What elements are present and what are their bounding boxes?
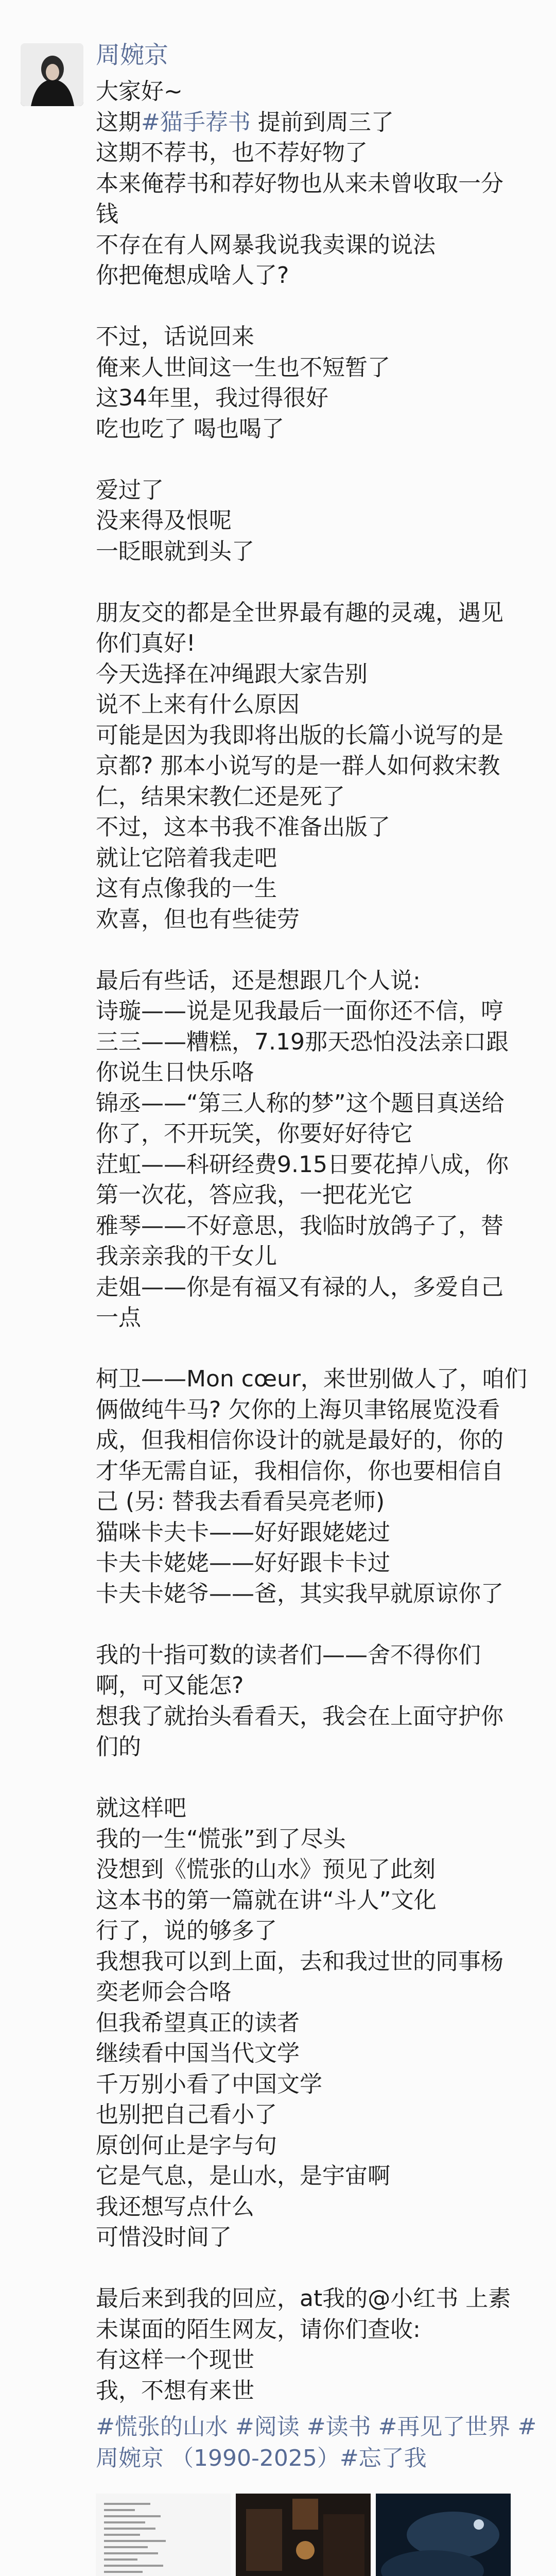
post-text-line: 没来得及恨呢	[96, 507, 232, 534]
blank-line	[96, 1762, 538, 1793]
post-text-line: 钱	[96, 201, 118, 227]
post-text-line: 未谋面的陌生网友，请你们查收:	[96, 2316, 421, 2343]
post-text-line: 成，但我相信你设计的就是最好的，你的	[96, 1427, 503, 1453]
post-text-line: 大家好~	[96, 78, 183, 105]
post-text-line: 说不上来有什么原因	[96, 691, 300, 718]
post-text-line: 我还想写点什么	[96, 2193, 254, 2220]
post-text-line: 柯卫——Mon cœur，来世别做人了，咱们	[96, 1366, 527, 1392]
post-text-line: 才华无需自证，我相信你，你也要相信自	[96, 1458, 503, 1484]
post-text-line: 俺来人世间这一生也不短暂了	[96, 354, 390, 381]
post-text-line: 奕老师会合咯	[96, 1979, 232, 2005]
post-text-line: 仁，结果宋教仁还是死了	[96, 783, 345, 810]
post-text-line: 雅琴——不好意思，我临时放鸽子了，替	[96, 1212, 503, 1239]
post-text-line: 朋友交的都是全世界最有趣的灵魂，遇见	[96, 599, 503, 626]
post-text-line: 也别把自己看小了	[96, 2102, 277, 2128]
post-text-line: 最后来到我的回应，at我的@小红书 上素	[96, 2285, 511, 2312]
image-grid	[96, 2494, 538, 2576]
post-text-line: 不存在有人网暴我说我卖课的说法	[96, 231, 436, 258]
post-image-thumbnail[interactable]	[236, 2494, 371, 2576]
post-text-line: 锦丞——“第三人称的梦”这个题目真送给	[96, 1090, 505, 1116]
post-text-line: 就让它陪着我走吧	[96, 844, 277, 871]
post-text-line: 三三——糟糕，7.19那天恐怕没法亲口跟	[96, 1028, 509, 1055]
post-text-line: 你把俺想成啥人了?	[96, 262, 289, 289]
blank-line	[96, 291, 538, 322]
post-text-line: 我亲亲我的干女儿	[96, 1243, 277, 1269]
post-text-line: 这本书的第一篇就在讲“斗人”文化	[96, 1887, 437, 1913]
post-text-line: 没想到《慌张的山水》预见了此刻	[96, 1856, 436, 1883]
post-text-line: 它是气息，是山水，是宇宙啊	[96, 2163, 390, 2189]
post-text-line: 吃也吃了 喝也喝了	[96, 415, 284, 442]
post-text-line: 一眨眼就到头了	[96, 538, 254, 565]
post-text-line: 欢喜，但也有些徒劳	[96, 906, 300, 933]
post-text-line: 俩做纯牛马? 欠你的上海贝聿铭展览没看	[96, 1396, 500, 1423]
post-text-line: 这期#猫手荐书 提前到周三了	[96, 109, 394, 135]
post-text-line: 今天选择在冲绳跟大家告别	[96, 660, 368, 687]
blank-line	[96, 444, 538, 475]
post-text-line: 一点	[96, 1304, 141, 1331]
post-text-line: 有这样一个现世	[96, 2347, 254, 2373]
post-text-line: 我的一生“慌张”到了尽头	[96, 1825, 346, 1852]
post-text-line: 但我希望真正的读者	[96, 2009, 300, 2036]
post-image-thumbnail[interactable]	[376, 2494, 511, 2576]
post-text-line: 想我了就抬头看看天，我会在上面守护你	[96, 1703, 503, 1730]
hashtag-line[interactable]: #慌张的山水 #阅读 #读书 #再见了世界 #	[96, 2414, 537, 2440]
post-text-line: 可惜没时间了	[96, 2224, 232, 2250]
post-image-thumbnail[interactable]	[96, 2494, 231, 2576]
hashtag-block[interactable]	[96, 2411, 538, 2474]
post-text-line: 千万别小看了中国文学	[96, 2071, 322, 2097]
blank-line	[96, 935, 538, 965]
post-text-line: 爱过了	[96, 477, 164, 503]
post-text-line: 可能是因为我即将出版的长篇小说写的是	[96, 722, 503, 749]
post-text-line: 第一次花，答应我，一把花光它	[96, 1182, 413, 1208]
avatar[interactable]	[21, 43, 83, 106]
post-text-line: 我想我可以到上面，去和我过世的同事杨	[96, 1948, 503, 1975]
hashtag-line[interactable]: 周婉京 （1990-2025）#忘了我	[96, 2445, 427, 2471]
post-text-line: 你说生日快乐咯	[96, 1059, 254, 1086]
blank-line	[96, 1333, 538, 1364]
post-text-line: 就这样吧	[96, 1795, 186, 1821]
post-text-line: 啊，可又能怎?	[96, 1672, 244, 1699]
post-text-line: 们的	[96, 1734, 141, 1760]
post-text-line: 猫咪卡夫卡——好好跟姥姥过	[96, 1519, 390, 1546]
post-text-line: 己 (另: 替我去看看吴亮老师)	[96, 1488, 385, 1515]
post-text-line: 不过，这本书我不准备出版了	[96, 814, 390, 840]
post-text-line: 诗璇——说是见我最后一面你还不信，哼	[96, 998, 503, 1024]
post-text-line: 原创何止是字与句	[96, 2132, 277, 2159]
post-text-line: 不过，话说回来	[96, 324, 254, 350]
post-text-line: 卡夫卡姥爷——爸，其实我早就原谅你了	[96, 1580, 503, 1607]
post-text-line: 你们真好!	[96, 630, 196, 656]
blank-line	[96, 1609, 538, 1640]
post-text-line: 这34年里，我过得很好	[96, 385, 328, 411]
post-text-line: 你了，不开玩笑，你要好好待它	[96, 1121, 413, 1147]
post-text-line: 继续看中国当代文学	[96, 2040, 300, 2066]
hashtag-link[interactable]: #猫手荐书	[141, 109, 251, 135]
blank-line	[96, 2253, 538, 2284]
post-text-line: 这期不荐书，也不荐好物了	[96, 140, 368, 166]
post-text-line: 行了，说的够多了	[96, 1918, 277, 1944]
post-text-line: 卡夫卡姥姥——好好跟卡卡过	[96, 1550, 390, 1576]
post-text-line: 这有点像我的一生	[96, 875, 277, 902]
post-body	[96, 76, 538, 2406]
post-text-line: 我的十指可数的读者们——舍不得你们	[96, 1641, 481, 1668]
author-name[interactable]: 周婉京	[96, 41, 168, 70]
post-text-line: 最后有些话，还是想跟几个人说:	[96, 967, 421, 994]
post-text-line: 走姐——你是有福又有禄的人，多爱自己	[96, 1274, 503, 1300]
post-text-line: 京都? 那本小说写的是一群人如何救宋教	[96, 753, 500, 779]
post-text-line: 茳虹——科研经费9.15日要花掉八成，你	[96, 1151, 509, 1178]
post-text-line: 本来俺荐书和荐好物也从来未曾收取一分	[96, 170, 503, 197]
blank-line	[96, 567, 538, 598]
post-text-line: 我，不想有来世	[96, 2377, 254, 2404]
